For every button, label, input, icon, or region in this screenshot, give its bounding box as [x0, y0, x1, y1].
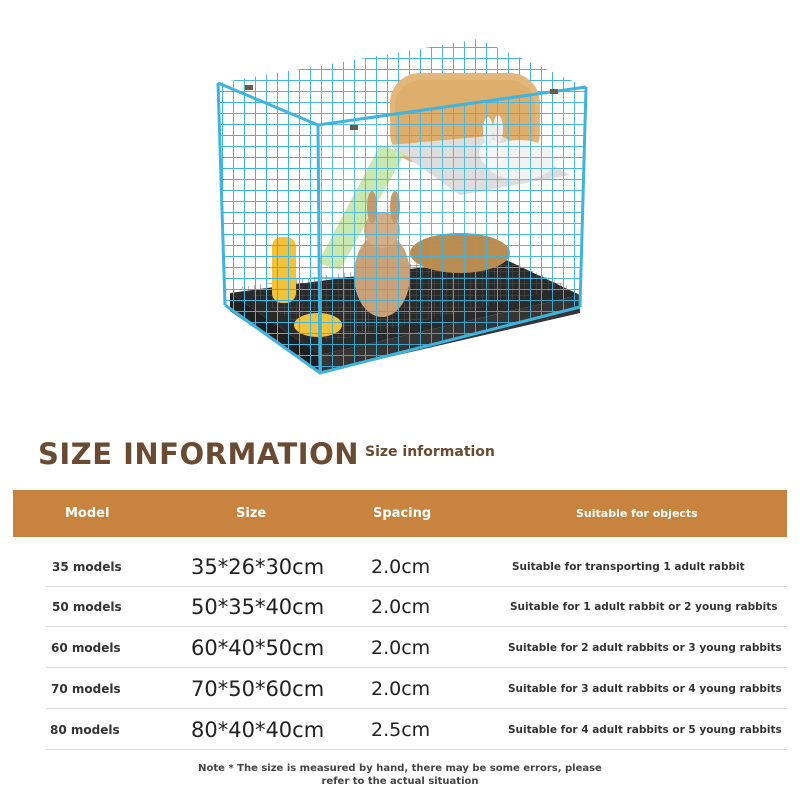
cell-suitable: Suitable for 1 adult rabbit or 2 young rabbits [510, 600, 778, 613]
cell-suitable: Suitable for 2 adult rabbits or 3 young rabbits [508, 641, 782, 654]
column-header-model: Model [65, 506, 110, 521]
table-row [13, 586, 787, 627]
page-subtitle: Size information [365, 444, 495, 460]
table-header [13, 490, 787, 537]
cell-model: 70 models [51, 681, 121, 696]
cell-model: 80 models [50, 722, 120, 737]
cell-size: 35*26*30cm [191, 554, 325, 579]
table-row [13, 668, 787, 709]
cell-model: 35 models [52, 559, 122, 574]
cell-model: 50 models [52, 599, 122, 614]
rabbit-cage-illustration [200, 25, 600, 395]
cell-spacing: 2.5cm [371, 718, 431, 741]
cell-spacing: 2.0cm [371, 555, 431, 578]
cell-size: 70*50*60cm [191, 676, 325, 701]
cell-spacing: 2.0cm [371, 595, 431, 618]
cell-size: 80*40*40cm [191, 717, 325, 742]
footnote: Note * The size is measured by hand, there may be some errors, please refer to the actual situation [198, 763, 602, 787]
column-header-suitable: Suitable for objects [576, 507, 698, 520]
cell-suitable: Suitable for 4 adult rabbits or 5 young rabbits [508, 723, 782, 736]
cell-spacing: 2.0cm [371, 677, 431, 700]
cell-spacing: 2.0cm [371, 636, 431, 659]
cell-size: 60*40*50cm [191, 635, 325, 660]
cell-model: 60 models [51, 640, 121, 655]
table-row [13, 709, 787, 750]
table-row [13, 546, 787, 587]
cell-size: 50*35*40cm [191, 594, 325, 619]
product-image [200, 25, 600, 395]
table-row [13, 627, 787, 668]
column-header-spacing: Spacing [373, 506, 432, 521]
page-title: SIZE INFORMATION [38, 437, 360, 471]
column-header-size: Size [236, 506, 267, 521]
cell-suitable: Suitable for transporting 1 adult rabbit [512, 560, 745, 573]
cell-suitable: Suitable for 3 adult rabbits or 4 young rabbits [508, 682, 782, 695]
row-divider [46, 749, 787, 750]
